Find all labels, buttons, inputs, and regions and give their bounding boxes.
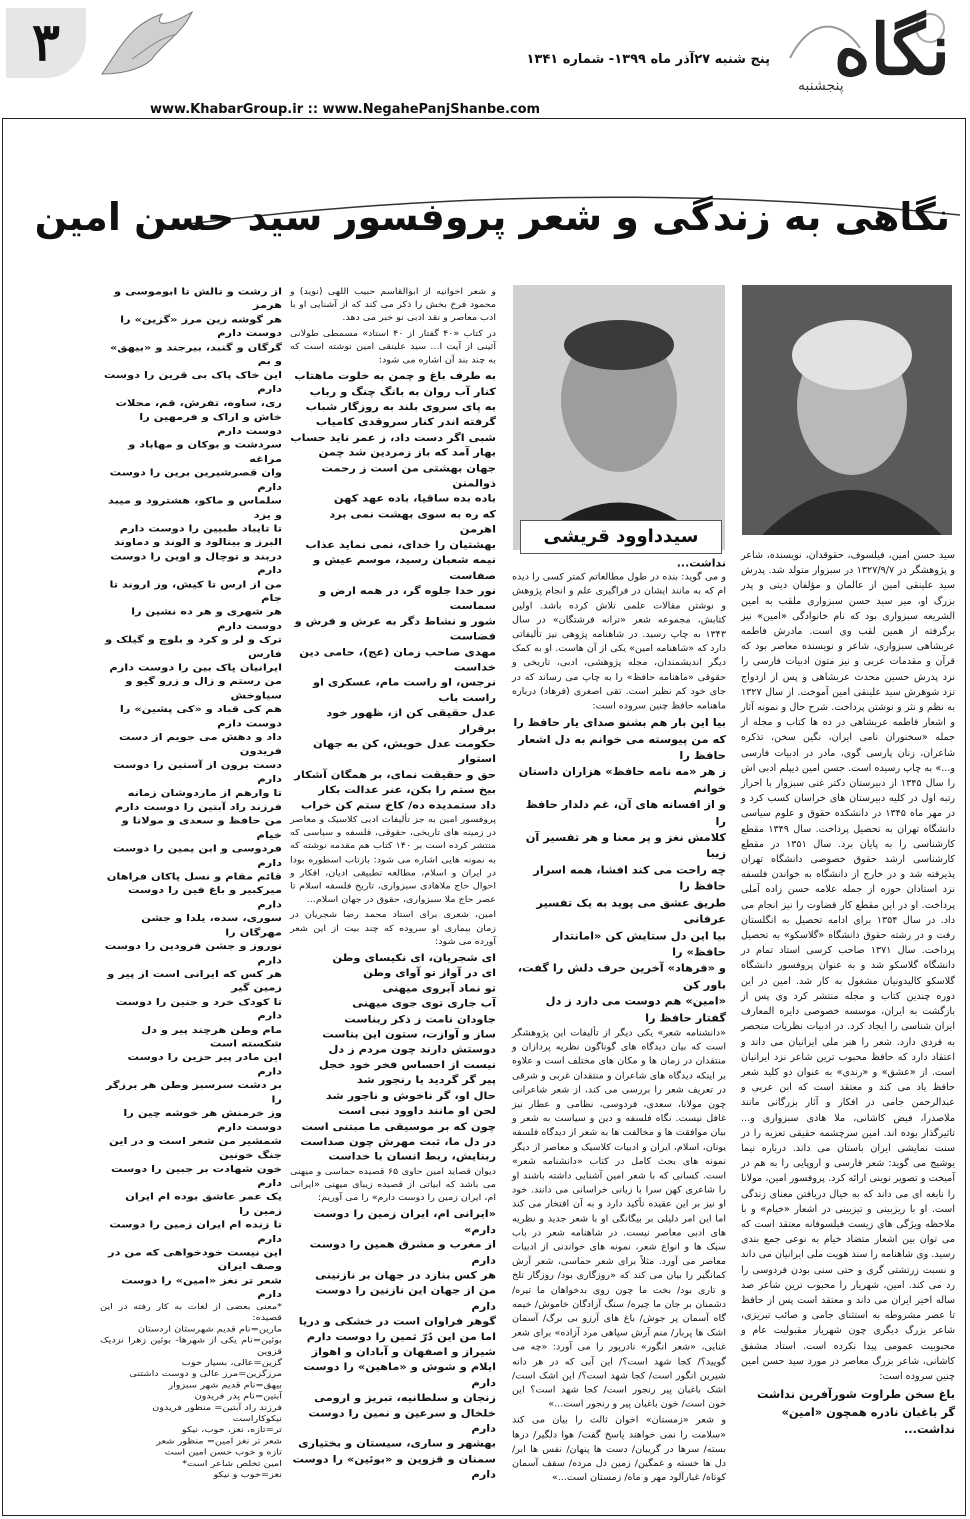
- footnote-line: نیکوکاراست: [232, 1414, 282, 1424]
- poem-line: هر گوشه زین مرز «گزین» را دوست دارم: [120, 313, 282, 339]
- poem-line: دوستش دارند چون مردم ز دل: [328, 1043, 496, 1056]
- column-4: [100, 285, 282, 1481]
- poem-line: زنجان و سلطانیه، تبریز و ارومی: [314, 1391, 496, 1404]
- poem-line: این خاک پاک بی قرین را دوست دارم: [103, 369, 282, 395]
- poem-line: هر کس بنازد در جهان بر نازنینی: [315, 1268, 496, 1282]
- poem-line: این مادر پیر حزین را دوست دارم: [127, 1051, 282, 1077]
- poem-line: شیراز و اصفهان و آبادان و اهواز: [311, 1345, 496, 1358]
- column-3: [290, 285, 496, 1482]
- poem-line: که ره به سوی بهشت نمی برد اهرمن: [329, 507, 496, 536]
- poem-line: نوروز و جشن فرودین را دوست دارم: [104, 940, 282, 966]
- poem-line: نرجس، او راست مام، عسکری او راست باب: [312, 676, 496, 704]
- poem-line: مام وطن هرچند پیر و دل شکسته است: [141, 1023, 282, 1049]
- poem-line: شعر تر نغز «امین» را دوست دارم: [121, 1274, 282, 1300]
- poem-line: جهان بهشتی من است ز رحمت ذوالمنن: [321, 461, 496, 490]
- poem-line: نور خدا جلوه گر، در همه ارض و سماست: [319, 584, 496, 612]
- poem-line: سمنان و قزوین و «بوئین» را دوست دارم: [292, 1452, 496, 1481]
- poem-line: تا کودک خرد و جنین را دوست دارم: [115, 995, 282, 1022]
- footnote-line: مارین=نام قدیم شهرستان اردستان: [137, 1324, 282, 1334]
- poem-line: وز خرمنش هر خوشه چین را دوست دارم: [123, 1107, 282, 1133]
- poem-line: ای شجریان، ای نکیسای وطن: [332, 951, 496, 964]
- poem-line: ربنایش، ربط انسان با خداست: [328, 1150, 496, 1163]
- poem-line: یک عمر عاشق بوده ام ایران زمین را: [125, 1190, 282, 1217]
- poem-line: گوهر فراوان است در خشکی و دریا: [298, 1314, 496, 1328]
- paragraph: «دانشنامه شعر» یکی دیگر از تألیفات این پژوهشگر است که بیان دیدگاه های گوناگون نظریه پردازان و منتقدان در زمان ها و مکان های مختلف است و علاوه بر اینکه دیدگاه های شاعران و منتقدان غربی و شرقی در تعریف شعر را بررسی می کند، از شعر شاعرانی چون مولانا، سعدی، فردوسی، نظامی و عطار نیز غافل نیست. نگاه فلسفه و دین و سیاست به شعر و بیان موافقت ها و مخالفت ها به شعر از دیدگاه فلسفه یونان، اسلام، ایران و ادبیات کلاسیک و معاصر از دیگر نمونه های بحث کامل در کتاب «دانشنامه شعر» است. کسانی که با شعر امین آشنایی داشته باشند او را شاعری کهن سرا با زبانی خراسانی می دانند. خود او نیز بر این عقیده تأکید دارد و به آن افتخار می کند اما این امر دلیلی بر بیگانگی او با شعر جدید و نظریه های ادبی معاصر نیست. در شاهنامه شعر در باب سبک ها و انواع شعر، نمونه های خواندنی از ادبیات معاصر می آورد. مثلاً برای شعر حماسی، شعر آرش کمانگیر را بیان می کند که «روزگاری بود/ روزگار تلخ و تاری بود/ بخت ما چون روی بدخواهان ما تیره/ دشمنان بر جان ما چیره/ سنگ آزادگان خاموش/ خیمه گاه آسمان پر جوش/ باغ های آرزو بی برگ/ آسمان اشک ها پربار/ منم آرش سپاهی مرد آزاده» برای شعر غنایی، «شعر انگور» نادرپور را می آورد: «چه می گویید؟/ کجا شهد است؟/ این آبی که در هر دانه شیرین انگور است/ کجا شهد است؟/ این اشک است/ اشک باغبان پیر رنجور است/ کجا شهد است؟ این خون است/ خون باغبان پیر و رنجور است...»: [512, 1027, 726, 1410]
- footnote-line: بوئین=نام یکی از شهرها- بوئین زهرا نزدیک قزوین: [100, 1335, 282, 1356]
- column-1: [741, 548, 955, 1438]
- poem-line: داد ستمدیده ده/ کاخ ستم کن خراب: [300, 798, 496, 811]
- poem-line: از رشت و تالش تا ابوموسی و هرمز: [114, 285, 282, 311]
- footnote-line: آبتین=نام پدر فریدون: [194, 1391, 282, 1401]
- poem-line: بر دشت سرسبز وطن هر برزگر را: [105, 1079, 282, 1105]
- poem-line: از مغرب و مشرق همین را دوست دارم: [309, 1238, 496, 1266]
- poem-line: خاش و اراک و فرمهین را دوست دارم: [139, 411, 282, 437]
- paragraph: دیوان قصاید امین حاوی ۶۵ قصیده حماسی و میهنی می باشد که ابیاتی از قصیده زیبای میهنی «ایرانی ام، ایران زمین را دوست دارم» را می آوریم:: [290, 1166, 496, 1203]
- footnote-line: فرزند راد آبتین= منظور فریدون: [152, 1403, 282, 1412]
- paragraph: و می گوید: بنده در طول مطالعاتم کمتر کسی را دیده ام که به مانند ایشان در فراگیری علم و انجام پژوهش و نوشتن مقالات علمی تلاش کرده باشد. اولین کتابش، مجموعه شعر «ترانه فرشتگان» در سال ۱۳۴۳ به چاپ رسید. در شاهنامه پژوهی نیز تألیفاتی دارد که «شاهنامه امین» یکی از آن هاست. او به کمک دیگر اندیشمندان، مجله پژوهشی، ادبی، تاریخی و حقوقی «ماهنامه حافظ» را به چاپ می رساند که در جای خود کم نظیر است. تقی اصغری (فرهاد) درباره ماهنامه حافظ چنین سروده است:: [512, 572, 726, 712]
- poem-line: فردوسی و ابن یمین را دوست دارم: [113, 842, 282, 868]
- poem-line: بهشتیان را خدای، نمی نماید عذاب: [305, 538, 496, 551]
- article-title: نگاهی به زندگی و شعر پروفسور سید حسن امین: [34, 195, 950, 239]
- poem-line: ساز و آوازت، ستون این بناست: [322, 1027, 496, 1041]
- poem-line: سردشت و بوکان و مهاباد و مراغه: [128, 438, 282, 465]
- poem-line: هر شهری و هر ده نشین را دوست دارم: [131, 606, 282, 632]
- poem-line: این نیست خودخواهی که من در وصف ایران: [108, 1246, 282, 1272]
- paragraph: امین، شعری برای استاد محمد رضا شجریان در زمان بیماری او سروده که چند بیت از این شعر آورده می شود:: [290, 910, 496, 947]
- poem-line: حکومت عدل خویش، کن به جهان استوار: [312, 737, 496, 765]
- poem-line: بیخ ستم را بکن، عنر عدالت بکار: [318, 783, 496, 796]
- poem-line: گرفته اندر کنار سروقدی کامیاب: [315, 415, 496, 428]
- photo-caption: سیدداوود قریشی: [520, 520, 722, 554]
- poem-line: ترک و لر و کرد و بلوچ و گیلک و فارس: [105, 633, 282, 660]
- poem-line: بهار آمد که باز زمردین شد چمن: [318, 446, 496, 459]
- logo-title: نگاه: [833, 8, 950, 91]
- footnote-line: تازه و خوب حسن امین است: [164, 1447, 282, 1457]
- poem-line: باده بده ساقیا، باده عهد کهن: [333, 492, 496, 505]
- paragraph: سید حسن امین، فیلسوف، حقوقدان، نویسنده، شاعر و پژوهشگر در ۱۳۲۷/۹/۷ در سبزوار متولد شد. پدرش سید علینقی امین از عالمان و مؤلفان دینی و پدر بزرگ او، میر سید حسن سبزواری ملقب به امین الشریعه سبزواری بود که نام خانوادگی «امین» نیز برگرفته از همین لقب وی است. مادرش فاطمه عربشاهی سبزواری، شاعر و نویسنده معاصر بود که قرآن و مقدمات عربی و نیز متون ادبیات فارسی را نزد پدرش حسین محدث عربشاهی و پس از ازدواج نزد شوهرش سید علینقی امین آموخت. از سال ۱۳۲۷ به نظم و نثر و نوشتن پرداخت. شرح حال و نمونه آثار و اشعار فاطمه عربشاهی در ده ها کتاب و مجله از جمله «سخنوران نامی ایران، نگین سخن، تذکره شاعران، زنان پارسی گوی، مادر در ادبیات فارسی و...» به چاپ رسیده است. حسن امین دیپلم ادبی اش را سال ۱۳۴۵ از دبیرستان دکتر غنی سبزوار با احراز رتبه اول در کلیه دبیرستان های خراسان کسب کرد و در مهر ماه ۱۳۴۵ در دانشکده حقوق و علوم سیاسی دانشگاه تهران به تحصیل پرداخت. سال ۱۳۴۹ مقطع کارشناسی را به پایان برد. سال ۱۳۵۱ در مقطع کارشناسی ارشد حقوق خصوصی دانشگاه تهران پذیرفته شد و در خارج از دانشگاه به خواندن فلسفه نزد استادان حوزه از جمله علامه حسن زاده آملی پرداخت. او در این مقطع کار قضاوت را نیز انجام می داد. در سال ۱۳۵۴ برای ادامه تحصیل به انگلستان رفت و در رشته حقوق دانشگاه «گلاسکو» به تحصیل پرداخت. سال ۱۳۷۱ صاحب کرسی استاد تمام در دانشگاه گلاسکو شد و به عنوان پروفسور دانشگاه گلاسکو کالیدونیان مشغول به کار شد. امین در این دوره چندین کتاب و مجله منتشر کرد وی پس از بازگشت به ایران، موسسه خصوصی دایره المعارف ایران شناسی را ایجاد کرد. در ادبیات نظریات منحصر به فردی دارد. شعر را هنر ملی ایرانیان می داند و اعتقاد دارد که حافظ محبوب ترین شاعر نزد ایرانیان است. از «عشق» و «رندی» به عنوان دو کلید شعر حافظ یاد می کند و معتقد است که ابن عربی و عبدالرحمن جامی در افکار و آثار بزرگانی مانند ملاصدرا، فیض کاشانی، ملا هادی سبزواری و... تاثیرگذار بوده اند. امین سرچشمه حقیقی تعزیه را در سنت نمایشی ایران باستان می داند. درباره نیما یوشیج می گوید: شعر فارسی و اروپایی را به هم در آمیخت و تصویر نوینی ارائه کرد. پروفسور امین، مولانا را نابغه ای می داند که به خیال دریافتن معنای زندگی است. او با ریزبینی و تیزبینی در اشعار «خیام» و با ملاحظه ویژگی های زیست فیلسوفانه معتقد است که می توان بین اشعار متضاد خیام به نوعی جمع بندی رسید. وی شاهنامه را سند هویت ملی ایرانیان می داند و نسبت زرتشتی گری و حتی سنی بودن فردوسی را رد می کند. امین، شهریار را محبوب ترین شاعر صد ساله اخیر ایران می داند و معتقد است پس از حافظ تا عصر مشروطه به استثنای جامی و صائب تبریزی، شاعر بزرگ دیگری چون شهریار مقبولیت عام و محبوبیت عمومی پیدا نکرده است. استاد مشفق کاشانی، شاعر بزرگ معاصر در مورد سید حسن امین چنین سروده است:: [741, 550, 955, 1382]
- poem-line: فرزند راد آبتین را دوست دارم: [114, 801, 282, 813]
- poem-line: کلامش نغز و پر معنا و هر تفسیر آن زیبا: [525, 830, 726, 861]
- poem-line: به پای سروی بلند به روزگار شباب: [305, 400, 496, 413]
- poem-line: دست برون از آستین را دوست دارم: [113, 759, 282, 785]
- poem-line: حق و حقیقت نمای، بر همگان آشکار: [294, 767, 496, 781]
- poem-line: سلماس و ماکو، هشترود و میبد و یزد: [108, 494, 282, 520]
- column-2: [512, 556, 726, 1487]
- poem-line: «امین» هم دوست می دارد ز دل گفتار حافظ را: [545, 994, 726, 1024]
- page-number: ۳: [6, 8, 86, 78]
- poem-line: من رستم و زال و زرو گیو و سیاوخش: [125, 675, 282, 701]
- poem-line: شور و نشاط دگر به عرش و فرش و فضاست: [294, 614, 496, 643]
- footnote-line: تر=تازه، نغز، خوب، نیکو: [181, 1425, 282, 1435]
- poem-line: جاودان نامت ز ذکر ربناست: [344, 1012, 496, 1025]
- poem-line: که من پیوسته می خوانم به دل اشعار حافظ را: [518, 732, 726, 762]
- poem-line: تا زنده ام ایران زمین را دوست دارم: [109, 1218, 282, 1244]
- paragraph: و شعر اخوانیه از ابوالقاسم حبیب اللهی (نوید) و محمود فرخ بخش را ذکر می کند که از آشنایی او با ادب معاصر و نقد ادبی نو خبر می دهد.: [290, 286, 496, 324]
- poem-line: چه راحت می کند افشا، همه اسرار حافظ را: [533, 863, 726, 893]
- poem-line: اما من این دُرّ ثمین را دوست دارم: [306, 1330, 496, 1343]
- poem-line: آب جاری توی جوی میهنی: [352, 997, 496, 1010]
- issue-line: پنج شنبه ۲۷آذر ماه ۱۳۹۹- شماره ۱۳۴۱: [526, 52, 770, 67]
- poem-line: پیر گر گردید یا رنجور شد: [356, 1073, 496, 1087]
- footnote-line: نغز=خوب و نیکو: [213, 1470, 282, 1480]
- poem-line: لحن او مانند داوود نبی است: [338, 1104, 496, 1117]
- poem-line: من حافظ و سعدی و مولانا و خیام: [121, 814, 282, 841]
- poem-line: من از جهان این نازنین را دوست دارم: [315, 1284, 496, 1312]
- poem-line: مهدی صاحب زمان (عج)، حامی دین خداست: [299, 645, 496, 674]
- footnote-line: مرزگزین=مرز عالی و دوست داشتنی: [129, 1369, 282, 1379]
- continuation-text: نداشت...: [676, 556, 726, 570]
- poem-line: طریق عشق می پوید به یک تفسیر عرفانی: [536, 896, 726, 926]
- poem-line: نیمه شعبان رسید، موسم عیش و صفاست: [313, 553, 496, 582]
- poem-line: وان قصرشیرین برین را دوست دارم: [109, 466, 282, 492]
- poem-line: خون شهادت بر جبین را دوست دارم: [111, 1163, 282, 1189]
- poem-line: البرز و بینالود و الوند و دماوند: [114, 536, 282, 548]
- poem-line: عدل حقیقی کن از، ظهور خود برقرار: [326, 706, 496, 735]
- poem-line: دربند و توچال و اوین را دوست دارم: [110, 550, 282, 576]
- poem-line: به طرف باغ و چمن به خلوت ماهتاب: [294, 369, 496, 382]
- poem-line: در دل ما، ثبت مهرش چون صداست: [300, 1134, 496, 1148]
- poem-line: ری، ساوه، تفرش، قم، محلات: [115, 397, 282, 409]
- paragraph: پروفسور امین به جز تألیفات ادبی کلاسیک و معاصر در زمینه های تاریخی، حقوقی، فلسفه و سیاسی که منتشر کرده است بر ۱۴۰ کتاب هم مقدمه نوشته که به نمونه هایی اشاره می شود: بازتاب اسطوره بودا در ایران و اسلام، مطالعه تطبیقی ادیان، افکار و احوال حاج ملاهادی سبزواری، تاریخ فلسفه اسلام تا عصر حاج ملا سبزواری، حقوق در جهان اسلام...: [290, 814, 496, 905]
- paragraph: در کتاب «۴۰ گفتار از ۴۰ استاد» مسمطی طولانی آئینی از آیت ا... سید علینقی امین نوشته است که به چند بند آن اشاره می شود:: [290, 328, 496, 366]
- poem-line: ز هر «مه نامه حافظ» هزاران داستان خوانم: [518, 765, 726, 795]
- poem-line: ای در آواز تو آوای وطن: [363, 966, 496, 979]
- poem-line: ایلام و شوش و «ماهین» را دوست دارم: [303, 1360, 496, 1389]
- poem-line: خلخال و سرعین و نمین را دوست دارم: [308, 1406, 496, 1435]
- poem-line: قائم مقام و نسل پاکان فراهان: [106, 870, 282, 882]
- poem-line: حال او، گر ناخوش و ناجور شد: [325, 1089, 496, 1102]
- website-links[interactable]: www.KhabarGroup.ir :: www.NegahePanjShanbe.com: [150, 102, 541, 117]
- verse-line: باغ سخن طراوت شورآفرین نداشت: [756, 1387, 955, 1402]
- poem-line: سوری، سده، یلدا و جشن مهرگان را: [141, 912, 282, 938]
- title-banner: [34, 185, 960, 265]
- footnote-line: بیهق=نام قدیم شهر سبزوار: [168, 1380, 282, 1390]
- paragraph: و شعر «زمستان» اخوان ثالث را بیان می کند «سلامت را نمی خواهند پاسخ گفت/ هوا دلگیر/ درها بسته/ سرها در گریبان/ دست ها پنهان/ نفس ها ابر/ دل ها خسته و غمگین/ زمین دل مرده/ سقف آسمان کوتاه/ غبارآلود مهر و ماه/ زمستان است...»: [512, 1415, 726, 1484]
- poem-line: هم کی قباد و «کی پشین» را دوست دارم: [119, 703, 282, 729]
- poem-line: نیست از احساس فخر خود خجل: [318, 1058, 496, 1071]
- footnote-line: گزین=عالی، بسیار خوب: [181, 1358, 282, 1368]
- poem-line: داد و دهش می جویم از دست فریدون: [118, 731, 282, 757]
- poem-line: هر کس که ایرانی است از پیر و زمین گیر: [107, 968, 282, 994]
- poem-line: شمشیر من شعر است و در این جنگ خونین: [108, 1135, 282, 1161]
- poem-line: کنار آب روان به بانگ چنگ و رباب: [309, 384, 496, 398]
- poem-line: میرکبیر و باغ فین را دوست دارم: [127, 884, 282, 910]
- poem-line: بیا این دل ستایش کن «امانتدار حافظ» را: [552, 928, 726, 959]
- logo-subtitle: پنجشنبه: [798, 78, 844, 94]
- poem-line: و از افسانه های آن، غم دلدار حافظ را: [525, 797, 726, 828]
- poem-line: تو نماد آبروی میهنی: [382, 981, 496, 995]
- phoenix-ornament-icon: [92, 4, 202, 84]
- poem-line: تا وارهم از ماردوشان زمانه: [127, 787, 282, 799]
- poem-line: گرگان و گنبد، بیرجند و «بیهق» و بم: [109, 341, 282, 367]
- poem-line: بهشهر و ساری، سیستان و بختیاری: [298, 1437, 496, 1450]
- portrait-photo-amin: [742, 285, 952, 535]
- poem-line: شبی اگر دست داد، ز عمر ناید حساب: [290, 430, 496, 444]
- verse-line: گر باغبان نادره همچون «امین» نداشت...: [781, 1404, 955, 1436]
- poem-line: بیا این بار هم بشنو صدای یار حافظ را: [513, 716, 726, 730]
- poem-line: و «فرهاد» آخرین حرف دلش را گفت، باور کن: [517, 961, 726, 991]
- portrait-photo-qoreishi: [513, 285, 725, 550]
- poem-line: چون که بر موسیقی ما مبتنی است: [301, 1119, 496, 1132]
- footnote-line: امین تخلص شاعر است*: [182, 1459, 282, 1468]
- footnote-line: *معنی بعضی از لغات به کار رفته در این قصیده:: [100, 1302, 282, 1323]
- poem-line: ایرانیان پاک بین را دوست دارم: [109, 661, 282, 673]
- poem-line: من از ارس تا کیش، وز اروند تا جام: [109, 578, 282, 604]
- footnote-line: شعر تر نغز امین= منظور شعر: [156, 1436, 282, 1446]
- poem-line: «ایرانی ام، ایران زمین را دوست دارم»: [313, 1207, 496, 1236]
- masthead-logo: [780, 8, 960, 108]
- poem-line: تا تایباد طبیین را دوست دارم: [119, 522, 282, 534]
